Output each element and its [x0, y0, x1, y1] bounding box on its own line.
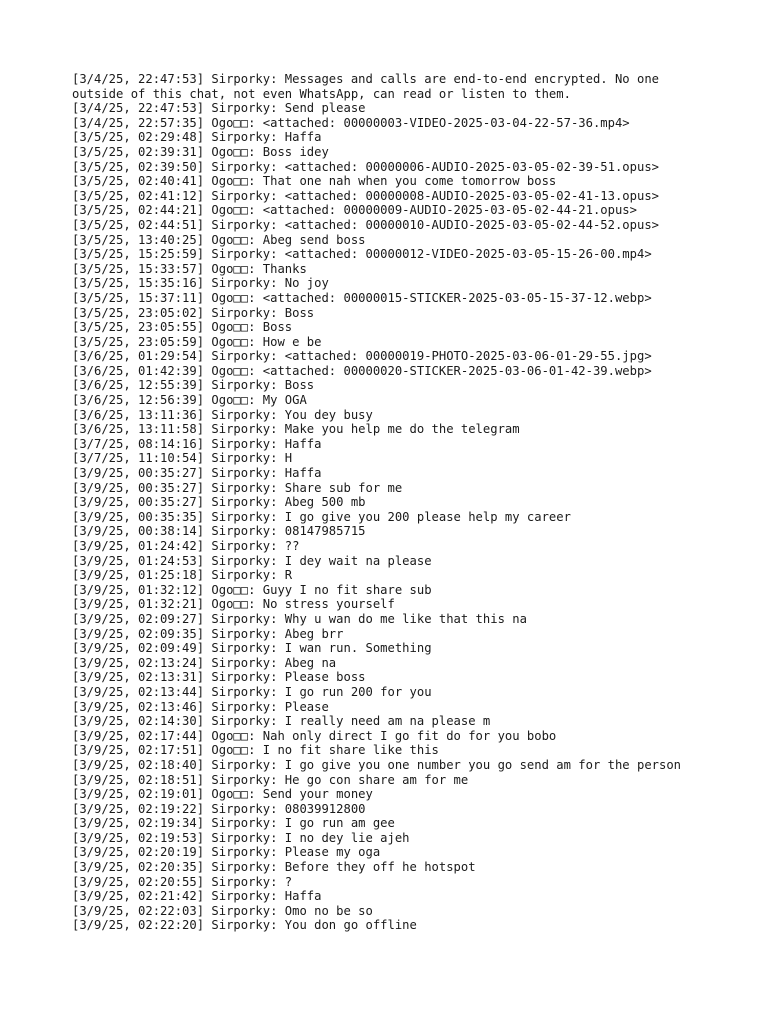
chat-message-line: [3/9/25, 02:13:24] Sirporky: Abeg na — [72, 655, 337, 670]
chat-message-line: [3/9/25, 02:20:19] Sirporky: Please my oga — [72, 845, 381, 860]
chat-message-line: [3/9/25, 02:19:22] Sirporky: 08039912800 — [72, 801, 366, 816]
chat-message-line: [3/7/25, 11:10:54] Sirporky: H — [72, 451, 293, 466]
chat-message-line: [3/6/25, 01:29:54] Sirporky: <attached: 00000019-PHOTO-2025-03-06-01-29-55.jpg> — [72, 349, 652, 364]
chat-message-line: [3/6/25, 12:55:39] Sirporky: Boss — [72, 378, 315, 393]
chat-message-line: [3/9/25, 02:20:55] Sirporky: ? — [72, 874, 293, 889]
chat-message-line: [3/9/25, 02:14:30] Sirporky: I really need am na please m — [72, 714, 491, 729]
chat-message-line: [3/9/25, 02:18:51] Sirporky: He go con share am for me — [72, 772, 469, 787]
chat-message-line: [3/9/25, 02:21:42] Sirporky: Haffa — [72, 889, 322, 904]
chat-message-line: [3/5/25, 02:44:21] Ogo□□: <attached: 00000009-AUDIO-2025-03-05-02-44-21.opus> — [72, 203, 637, 218]
chat-message-line: [3/9/25, 02:22:03] Sirporky: Omo no be so — [72, 903, 373, 918]
chat-message-line: [3/4/25, 22:57:35] Ogo□□: <attached: 00000003-VIDEO-2025-03-04-22-57-36.mp4> — [72, 115, 630, 130]
chat-message-line: [3/9/25, 02:18:40] Sirporky: I go give you one number you go send am for the person — [72, 757, 682, 772]
chat-message-line: [3/9/25, 00:35:35] Sirporky: I go give you 200 please help my career — [72, 509, 571, 524]
chat-message-line: [3/9/25, 02:09:27] Sirporky: Why u wan do me like that this na — [72, 611, 527, 626]
chat-message-line: [3/9/25, 02:09:49] Sirporky: I wan run. Something — [72, 641, 432, 656]
chat-message-line: [3/9/25, 00:35:27] Sirporky: Abeg 500 mb — [72, 495, 366, 510]
chat-message-line: [3/9/25, 01:24:42] Sirporky: ?? — [72, 539, 300, 553]
chat-message-line: [3/9/25, 02:13:46] Sirporky: Please — [72, 699, 329, 714]
chat-transcript — [72, 72, 712, 933]
chat-message-line: [3/5/25, 02:29:48] Sirporky: Haffa — [72, 130, 322, 145]
chat-message-line: [3/5/25, 23:05:55] Ogo□□: Boss — [72, 320, 293, 335]
chat-message-line: [3/5/25, 02:40:41] Ogo□□: That one nah when you come tomorrow boss — [72, 174, 557, 189]
chat-message-line: [3/9/25, 02:20:35] Sirporky: Before they off he hotspot — [72, 860, 476, 875]
chat-message-line: [3/6/25, 13:11:36] Sirporky: You dey busy — [72, 407, 373, 422]
chat-message-line: [3/6/25, 12:56:39] Ogo□□: My OGA — [72, 393, 307, 408]
chat-message-line: [3/4/25, 22:47:53] Sirporky: Send please — [72, 101, 366, 116]
chat-message-line: [3/5/25, 15:35:16] Sirporky: No joy — [72, 276, 329, 291]
chat-message-line: [3/5/25, 15:33:57] Ogo□□: Thanks — [72, 261, 307, 276]
chat-message-line: [3/9/25, 01:25:18] Sirporky: R — [72, 568, 293, 583]
chat-message-line: [3/9/25, 02:17:51] Ogo□□: I no fit share like this — [72, 743, 439, 758]
chat-message-line: [3/9/25, 01:32:12] Ogo□□: Guyy I no fit share sub — [72, 582, 432, 597]
chat-message-line: [3/9/25, 02:13:44] Sirporky: I go run 200 for you — [72, 684, 432, 699]
chat-message-line: [3/9/25, 02:19:01] Ogo□□: Send your money — [72, 787, 373, 802]
chat-message-line: [3/6/25, 01:42:39] Ogo□□: <attached: 00000020-STICKER-2025-03-06-01-42-39.webp> — [72, 363, 652, 378]
chat-message-line: [3/5/25, 02:39:50] Sirporky: <attached: 00000006-AUDIO-2025-03-05-02-39-51.opus> — [72, 159, 659, 174]
chat-message-line: [3/4/25, 22:47:53] Sirporky: Messages and calls are end-to-end encrypted. No one outside of this chat, not even WhatsApp, can read or listen to them. — [72, 72, 667, 101]
chat-message-line: [3/9/25, 00:38:14] Sirporky: 08147985715 — [72, 524, 366, 539]
chat-message-line: [3/5/25, 02:39:31] Ogo□□: Boss idey — [72, 144, 329, 159]
chat-message-line: [3/5/25, 13:40:25] Ogo□□: Abeg send boss — [72, 232, 366, 247]
chat-message-line: [3/5/25, 02:44:51] Sirporky: <attached: 00000010-AUDIO-2025-03-05-02-44-52.opus> — [72, 217, 659, 232]
chat-message-line: [3/5/25, 02:41:12] Sirporky: <attached: 00000008-AUDIO-2025-03-05-02-41-13.opus> — [72, 188, 659, 203]
chat-message-line: [3/5/25, 15:37:11] Ogo□□: <attached: 00000015-STICKER-2025-03-05-15-37-12.webp> — [72, 290, 652, 305]
chat-message-line: [3/5/25, 15:25:59] Sirporky: <attached: 00000012-VIDEO-2025-03-05-15-26-00.mp4> — [72, 247, 652, 262]
chat-message-line: [3/5/25, 23:05:02] Sirporky: Boss — [72, 305, 315, 320]
chat-message-line: [3/9/25, 02:17:44] Ogo□□: Nah only direct I go fit do for you bobo — [72, 728, 557, 743]
chat-message-line: [3/9/25, 02:13:31] Sirporky: Please boss — [72, 670, 366, 685]
chat-message-line: [3/7/25, 08:14:16] Sirporky: Haffa — [72, 436, 322, 451]
chat-message-line: [3/6/25, 13:11:58] Sirporky: Make you help me do the telegram — [72, 422, 520, 437]
chat-message-line: [3/9/25, 02:19:34] Sirporky: I go run am gee — [72, 816, 395, 831]
chat-message-line: [3/9/25, 01:24:53] Sirporky: I dey wait na please — [72, 553, 432, 568]
chat-message-line: [3/9/25, 01:32:21] Ogo□□: No stress yourself — [72, 597, 395, 612]
chat-message-line: [3/5/25, 23:05:59] Ogo□□: How e be — [72, 334, 322, 349]
chat-message-line: [3/9/25, 02:19:53] Sirporky: I no dey lie ajeh — [72, 830, 410, 845]
chat-message-line: [3/9/25, 00:35:27] Sirporky: Share sub for me — [72, 480, 403, 495]
chat-message-line: [3/9/25, 00:35:27] Sirporky: Haffa — [72, 466, 322, 481]
chat-message-line: [3/9/25, 02:22:20] Sirporky: You don go offline — [72, 918, 417, 933]
chat-message-line: [3/9/25, 02:09:35] Sirporky: Abeg brr — [72, 626, 344, 641]
